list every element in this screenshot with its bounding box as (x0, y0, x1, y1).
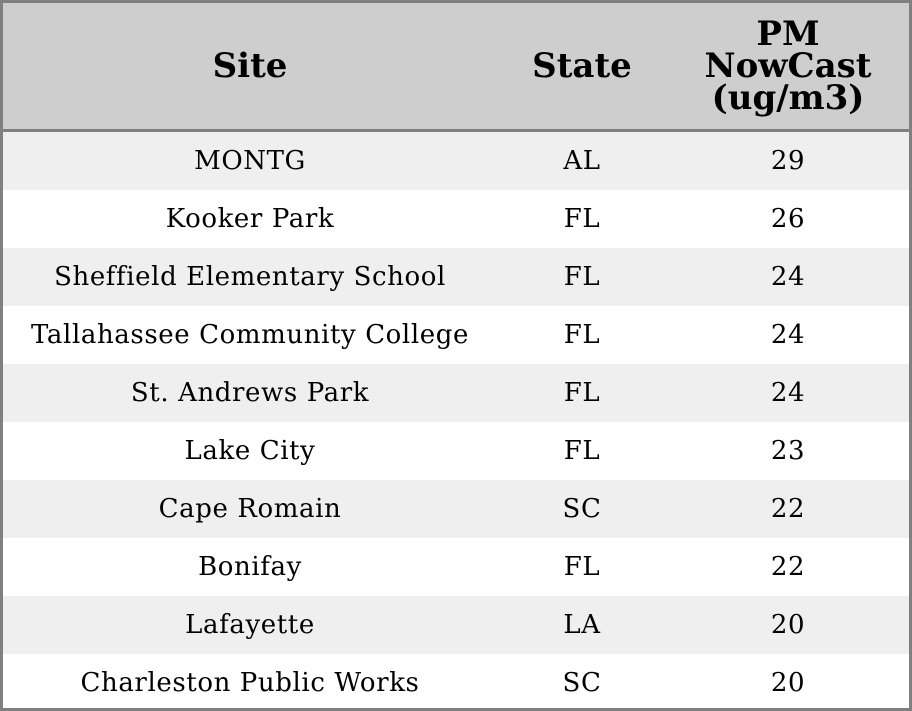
header-pm-line-3: (ug/m3) (711, 78, 865, 118)
table-row (3, 596, 909, 654)
cell-state: FL (563, 436, 601, 466)
cell-state: AL (563, 146, 601, 176)
cell-site: Sheffield Elementary School (54, 262, 446, 292)
header-site-line: Site (212, 46, 288, 86)
cell-state: FL (563, 378, 601, 408)
cell-site: Charleston Public Works (80, 668, 420, 698)
cell-site: Tallahassee Community College (31, 320, 469, 350)
table-header-row (3, 3, 909, 132)
table-row (3, 364, 909, 422)
header-pm-line-2: NowCast (704, 46, 872, 86)
cell-site: Cape Romain (158, 494, 342, 524)
cell-pm-nowcast: 26 (770, 204, 806, 234)
header-state-line: State (532, 46, 632, 86)
cell-site: Lafayette (185, 610, 315, 640)
cell-pm-nowcast: 24 (770, 262, 806, 292)
cell-site: MONTG (194, 146, 306, 176)
table-row (3, 248, 909, 306)
cell-site: Bonifay (198, 552, 302, 582)
table-row (3, 422, 909, 480)
cell-state: FL (563, 204, 601, 234)
cell-site: Lake City (184, 436, 316, 466)
table-row (3, 306, 909, 364)
table-body (3, 132, 909, 711)
table-row (3, 480, 909, 538)
cell-pm-nowcast: 29 (770, 146, 806, 176)
header-pm-line-1: PM (756, 14, 820, 54)
cell-pm-nowcast: 22 (770, 494, 806, 524)
header-pm-nowcast (667, 3, 909, 129)
cell-pm-nowcast: 23 (770, 436, 806, 466)
cell-pm-nowcast: 22 (770, 552, 806, 582)
table-row (3, 538, 909, 596)
cell-pm-nowcast: 24 (770, 378, 806, 408)
cell-state: SC (562, 494, 602, 524)
cell-state: FL (563, 320, 601, 350)
cell-site: Kooker Park (165, 204, 335, 234)
cell-state: FL (563, 262, 601, 292)
header-state (497, 3, 667, 129)
cell-state: SC (562, 668, 602, 698)
cell-pm-nowcast: 20 (770, 668, 806, 698)
table-row (3, 132, 909, 190)
table-row (3, 190, 909, 248)
header-site (3, 3, 497, 129)
table-row (3, 654, 909, 711)
cell-state: LA (563, 610, 601, 640)
cell-pm-nowcast: 20 (770, 610, 806, 640)
cell-state: FL (563, 552, 601, 582)
cell-pm-nowcast: 24 (770, 320, 806, 350)
cell-site: St. Andrews Park (130, 378, 370, 408)
